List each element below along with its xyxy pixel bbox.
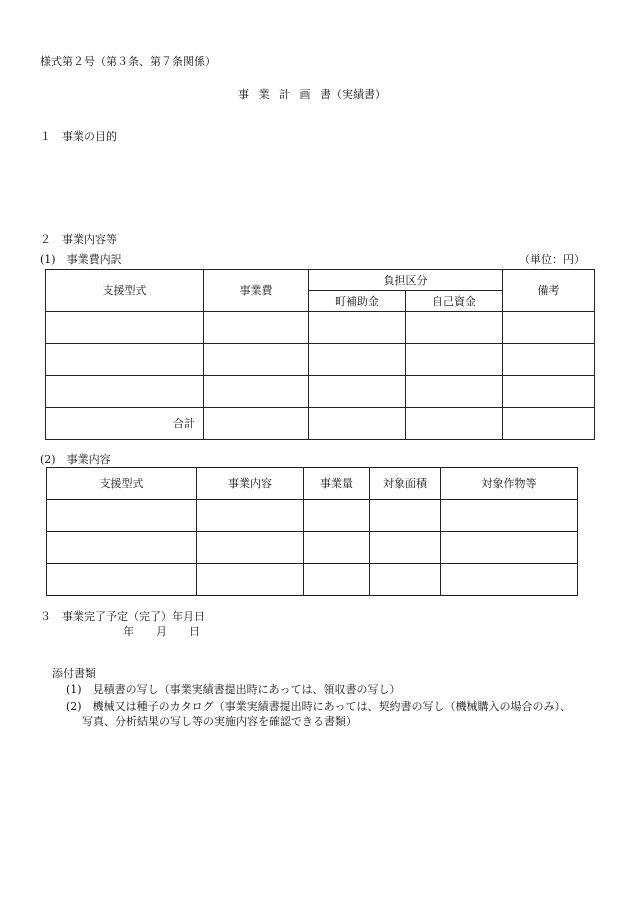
form-label: 様式第２号（第３条、第７条関係） (40, 55, 216, 68)
cell[interactable] (204, 312, 309, 344)
cell[interactable] (406, 312, 503, 344)
col-header-town-subsidy: 町補助金 (309, 291, 406, 312)
cell[interactable] (370, 532, 441, 564)
col-header-target-area: 対象面積 (370, 468, 441, 500)
cell[interactable] (309, 312, 406, 344)
cell[interactable] (304, 532, 370, 564)
project-content-heading: (2) 事業内容 (40, 453, 111, 466)
cell[interactable] (441, 532, 578, 564)
col-header-project-amount: 事業量 (304, 468, 370, 500)
cell[interactable] (197, 564, 304, 596)
attachments-heading: 添付書類 (52, 667, 96, 680)
cell[interactable] (46, 376, 204, 408)
cell[interactable] (370, 500, 441, 532)
cell[interactable] (309, 344, 406, 376)
table-row (46, 376, 595, 408)
section-1-heading: １ 事業の目的 (40, 130, 117, 143)
unit-note: （単位：円） (519, 253, 585, 266)
col-header-remarks: 備考 (503, 270, 595, 312)
cell[interactable] (503, 312, 595, 344)
cell[interactable] (197, 500, 304, 532)
cell[interactable] (204, 376, 309, 408)
total-label: 合計 (46, 408, 204, 440)
cell[interactable] (304, 564, 370, 596)
cost-breakdown-table (45, 269, 595, 440)
cell[interactable] (304, 500, 370, 532)
document-title: 事 業 計 画 書（実績書） (238, 88, 386, 101)
total-row (46, 408, 595, 440)
cell[interactable] (47, 500, 197, 532)
cell[interactable] (47, 532, 197, 564)
cell[interactable] (309, 376, 406, 408)
col-header-target-crops: 対象作物等 (441, 468, 578, 500)
cell[interactable] (204, 344, 309, 376)
table-row (46, 344, 595, 376)
col-header-project-content: 事業内容 (197, 468, 304, 500)
col-header-project-cost: 事業費 (204, 270, 309, 312)
attachment-item-2-line-1: (2) 機械又は種子のカタログ（事業実績書提出時にあっては、契約書の写し（機械購入の場合のみ）、 (66, 700, 571, 713)
section-3-heading: ３ 事業完了予定（完了）年月日 (40, 610, 205, 623)
cell[interactable] (47, 564, 197, 596)
cell[interactable] (503, 408, 595, 440)
col-header-own-funds: 自己資金 (406, 291, 503, 312)
cell[interactable] (46, 312, 204, 344)
cell[interactable] (197, 532, 304, 564)
cell[interactable] (406, 408, 503, 440)
table-row (47, 532, 578, 564)
col-header-support-type: 支援型式 (46, 270, 204, 312)
table-row (47, 564, 578, 596)
cell[interactable] (503, 344, 595, 376)
cell[interactable] (441, 564, 578, 596)
cell[interactable] (406, 344, 503, 376)
table-row (46, 312, 595, 344)
col-header-burden: 負担区分 (309, 270, 503, 291)
cell[interactable] (46, 344, 204, 376)
cell[interactable] (204, 408, 309, 440)
project-content-table (46, 467, 578, 596)
cell[interactable] (406, 376, 503, 408)
table-row (47, 500, 578, 532)
cell[interactable] (441, 500, 578, 532)
completion-date-line: 年 月 日 (123, 625, 200, 638)
section-2-heading: ２ 事業内容等 (40, 233, 117, 246)
cell[interactable] (503, 376, 595, 408)
attachment-item-2-line-2: 写真、分析結果の写し等の実施内容を確認できる書類） (82, 715, 357, 728)
cell[interactable] (309, 408, 406, 440)
attachment-item-1: (1) 見積書の写し（事業実績書提出時にあっては、領収書の写し） (66, 683, 401, 696)
col-header-support-type: 支援型式 (47, 468, 197, 500)
cost-breakdown-heading: (1) 事業費内訳 (40, 253, 122, 266)
cell[interactable] (370, 564, 441, 596)
